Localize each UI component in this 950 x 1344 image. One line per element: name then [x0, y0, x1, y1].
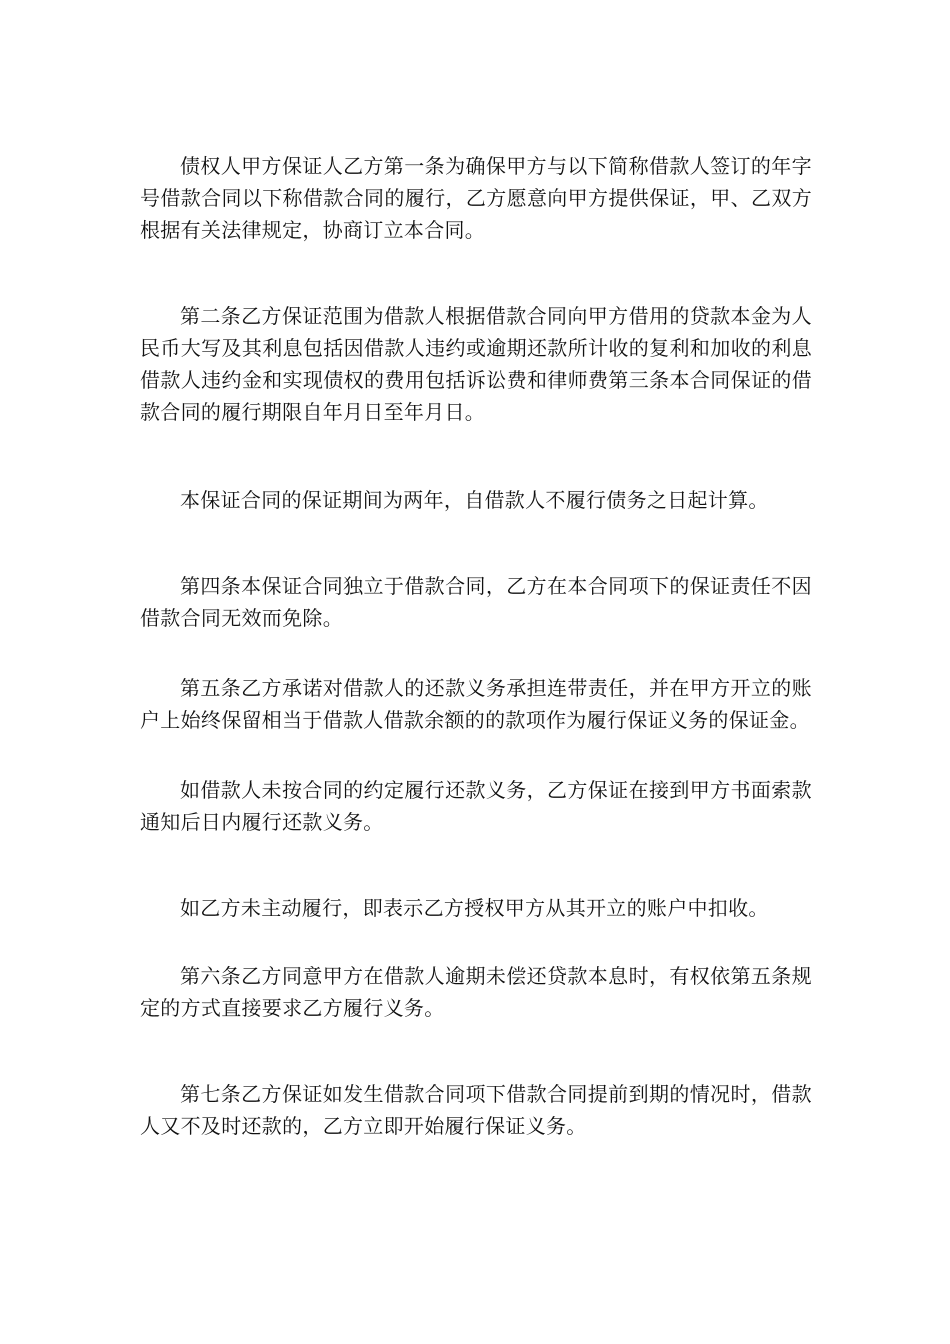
- paragraph-preamble-article-1: 债权人甲方保证人乙方第一条为确保甲方与以下简称借款人签订的年字号借款合同以下称借款合同的履行，乙方愿意向甲方提供保证，甲、乙双方根据有关法律规定，协商订立本合同。: [140, 154, 812, 242]
- paragraph-authorization: 如乙方未主动履行，即表示乙方授权甲方从其开立的账户中扣收。: [180, 896, 769, 920]
- paragraph-article-6: 第六条乙方同意甲方在借款人逾期未偿还贷款本息时，有权依第五条规定的方式直接要求乙方履行义务。: [140, 964, 812, 1020]
- paragraph-article-7: 第七条乙方保证如发生借款合同项下借款合同提前到期的情况时，借款人又不及时还款的，乙方立即开始履行保证义务。: [140, 1082, 812, 1138]
- paragraph-article-4: 第四条本保证合同独立于借款合同，乙方在本合同项下的保证责任不因借款合同无效而免除。: [140, 574, 812, 630]
- paragraph-repayment-notice: 如借款人未按合同的约定履行还款义务，乙方保证在接到甲方书面索款通知后日内履行还款义务。: [140, 778, 812, 834]
- paragraph-guarantee-period: 本保证合同的保证期间为两年，自借款人不履行债务之日起计算。: [180, 488, 769, 512]
- paragraph-article-5: 第五条乙方承诺对借款人的还款义务承担连带责任，并在甲方开立的账户上始终保留相当于借款人借款余额的的款项作为履行保证义务的保证金。: [140, 676, 812, 732]
- paragraph-article-2-3: 第二条乙方保证范围为借款人根据借款合同向甲方借用的贷款本金为人民币大写及其利息包括因借款人违约或逾期还款所计收的复利和加收的利息借款人违约金和实现债权的费用包括诉讼费和律师费第三条本合同保证的借款合同的履行期限自年月日至年月日。: [140, 304, 812, 424]
